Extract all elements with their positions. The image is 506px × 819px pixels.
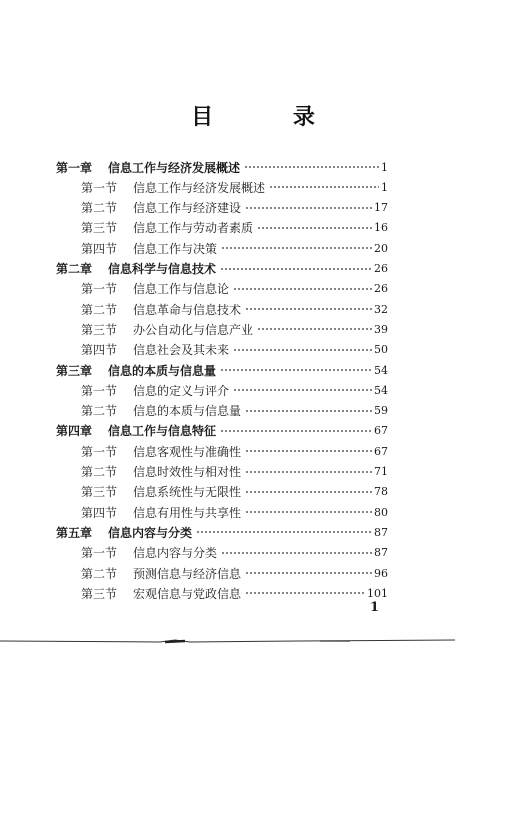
toc-chapter-row xyxy=(56,259,388,279)
toc-section-row xyxy=(81,380,388,400)
toc-entry-page: 50 xyxy=(374,343,388,357)
toc-entry-title: 信息时效性与相对性 xyxy=(133,465,242,479)
toc-dot-leader xyxy=(244,163,379,171)
page-number: 1 xyxy=(370,600,380,615)
toc-entry-page: 32 xyxy=(374,302,388,316)
toc-entry-number: 第三章 xyxy=(56,363,93,378)
toc-dot-leader xyxy=(269,183,379,191)
toc-entry-page: 16 xyxy=(374,221,388,235)
toc-entry-number: 第二节 xyxy=(81,566,118,581)
toc-dot-leader xyxy=(196,528,372,536)
toc-entry-number: 第一节 xyxy=(81,180,118,195)
toc-dot-leader xyxy=(245,447,372,455)
toc-entry-page: 71 xyxy=(374,465,388,478)
toc-entry-page: 17 xyxy=(374,201,388,215)
toc-section-row xyxy=(81,319,388,339)
toc-entry-page: 87 xyxy=(374,525,388,539)
toc-entry-title: 信息科学与信息技术 xyxy=(108,262,217,276)
toc-dot-leader xyxy=(220,265,372,273)
toc-entry-title: 宏观信息与党政信息 xyxy=(133,586,242,601)
toc-entry-number: 第四章 xyxy=(56,424,93,439)
toc-section-row xyxy=(81,177,388,197)
toc-entry-title: 信息工作与决策 xyxy=(133,241,218,256)
toc-dot-leader xyxy=(245,204,372,212)
toc-entry-title: 信息有用性与共享性 xyxy=(133,505,242,520)
toc-dot-leader xyxy=(245,488,372,496)
toc-entry-number: 第二节 xyxy=(81,404,118,419)
toc-dot-leader xyxy=(245,305,372,313)
toc-entry-page: 96 xyxy=(374,566,388,580)
toc-dot-leader xyxy=(221,549,372,557)
toc-entry-title: 信息内容与分类 xyxy=(133,546,218,561)
toc-entry-number: 第一节 xyxy=(81,444,118,459)
toc-entry-number: 第一节 xyxy=(81,282,118,297)
toc-dot-leader xyxy=(220,366,372,374)
toc-section-row xyxy=(81,543,388,563)
toc-entry-page: 54 xyxy=(374,363,388,377)
toc-entry-number: 第二章 xyxy=(56,262,93,276)
toc-entry-title: 信息工作与信息论 xyxy=(133,282,230,297)
toc-section-row xyxy=(81,218,388,238)
toc-entry-title: 信息革命与信息技术 xyxy=(133,302,242,317)
toc-entry-number: 第一节 xyxy=(81,383,118,398)
toc-dot-leader xyxy=(233,285,372,293)
toc-section-row xyxy=(81,299,388,319)
toc-section-row xyxy=(81,238,388,258)
toc-section-row xyxy=(81,198,388,218)
toc-entry-number: 第二节 xyxy=(81,201,118,216)
toc-section-row xyxy=(81,563,388,583)
toc-entry-page: 59 xyxy=(374,404,388,418)
toc-section-row xyxy=(81,583,388,603)
toc-entry-page: 1 xyxy=(381,160,388,174)
toc-section-row xyxy=(81,502,388,522)
toc-entry-page: 54 xyxy=(374,383,388,397)
toc-entry-title: 办公自动化与信息产业 xyxy=(133,322,254,337)
toc-entry-page: 67 xyxy=(374,444,388,458)
toc-entry-page: 78 xyxy=(374,485,388,499)
toc-chapter-row xyxy=(56,360,388,380)
toc-dot-leader xyxy=(245,407,372,415)
toc-entry-title: 信息工作与经济建设 xyxy=(133,201,242,216)
toc-dot-leader xyxy=(245,569,372,577)
toc-entry-number: 第三节 xyxy=(81,485,118,500)
toc-entry-page: 1 xyxy=(381,180,388,194)
page-fold-line xyxy=(0,637,506,645)
toc-entry-page: 87 xyxy=(374,546,388,560)
toc-dot-leader xyxy=(221,244,372,252)
toc-entry-title: 信息的本质与信息量 xyxy=(133,404,242,419)
toc-section-row xyxy=(81,401,388,421)
toc-entry-title: 信息的定义与评介 xyxy=(133,383,230,398)
toc-entry-number: 第四节 xyxy=(81,505,118,520)
toc-entry-title: 信息工作与经济发展概述 xyxy=(133,180,266,195)
page-title: 目 录 xyxy=(191,105,351,130)
toc-section-row xyxy=(81,340,388,360)
toc-entry-title: 信息社会及其未来 xyxy=(133,343,230,358)
toc-entry-number: 第三节 xyxy=(81,322,118,337)
toc-entry-title: 预测信息与经济信息 xyxy=(133,566,242,581)
toc-entry-title: 信息工作与信息特征 xyxy=(108,424,217,439)
toc-entry-page: 26 xyxy=(374,262,388,275)
toc-entry-page: 26 xyxy=(374,282,388,296)
toc-entry-title: 信息工作与经济发展概述 xyxy=(108,160,241,175)
toc-entry-title: 信息内容与分类 xyxy=(108,525,193,540)
toc-entry-number: 第三节 xyxy=(81,221,118,236)
toc-dot-leader xyxy=(233,346,372,354)
toc-entry-title: 信息系统性与无限性 xyxy=(133,485,242,500)
toc-entry-number: 第一章 xyxy=(56,160,93,175)
toc-dot-leader xyxy=(245,589,365,597)
toc-entry-title: 信息客观性与准确性 xyxy=(133,444,242,459)
toc-chapter-row xyxy=(56,522,388,542)
toc-section-row xyxy=(81,462,388,482)
toc-entry-number: 第二节 xyxy=(81,465,118,479)
toc-entry-number: 第一节 xyxy=(81,546,118,561)
toc-entry-number: 第四节 xyxy=(81,241,118,256)
toc-entry-title: 信息工作与劳动者素质 xyxy=(133,221,254,236)
toc-section-row xyxy=(81,279,388,299)
toc-entry-page: 39 xyxy=(374,322,388,336)
toc-dot-leader xyxy=(257,325,372,333)
toc-entry-number: 第四节 xyxy=(81,343,118,358)
toc-chapter-row xyxy=(56,421,388,441)
toc-entry-page: 80 xyxy=(374,505,388,519)
toc-dot-leader xyxy=(257,224,372,232)
toc-dot-leader xyxy=(245,508,372,516)
toc-dot-leader xyxy=(245,468,372,476)
toc-section-row xyxy=(81,482,388,502)
toc-entry-page: 67 xyxy=(374,424,388,438)
toc-chapter-row xyxy=(56,157,388,177)
toc-entry-number: 第二节 xyxy=(81,302,118,317)
toc-entry-page: 20 xyxy=(374,241,388,255)
toc-entry-number: 第五章 xyxy=(56,525,93,540)
toc-entry-title: 信息的本质与信息量 xyxy=(108,363,217,378)
toc-entry-page: 101 xyxy=(367,586,388,600)
toc-dot-leader xyxy=(233,386,372,394)
toc-dot-leader xyxy=(220,427,372,435)
toc-entry-number: 第三节 xyxy=(81,586,118,601)
toc-section-row xyxy=(81,441,388,461)
